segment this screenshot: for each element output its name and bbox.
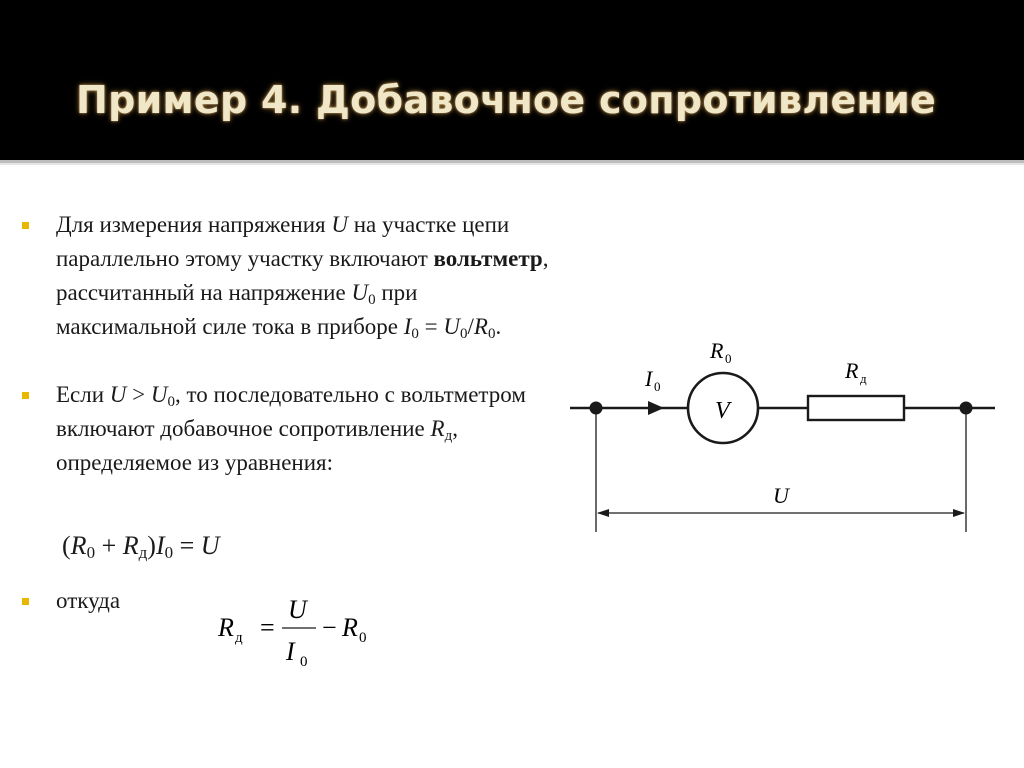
eq-var: R	[218, 613, 234, 642]
subscript: 0	[300, 654, 308, 670]
label-rd-sub: д	[860, 371, 867, 386]
label-u: U	[773, 483, 789, 508]
node-right	[960, 402, 973, 415]
text: на участке цепи параллельно этому участку включают	[56, 212, 510, 271]
subscript: 0	[167, 394, 176, 410]
text: , рассчитанный на напряжение	[56, 246, 549, 305]
subscript: д	[138, 543, 148, 562]
node-left	[590, 402, 603, 415]
var-r0: R	[473, 314, 488, 339]
var-rd: R	[430, 416, 445, 441]
text: .	[495, 314, 502, 339]
bold-term: вольтметр	[433, 246, 543, 271]
subscript: 0	[411, 326, 419, 342]
eq-var: I	[155, 531, 165, 560]
subscript: д	[444, 428, 453, 444]
text: =	[418, 314, 444, 339]
var-u: U	[331, 212, 348, 237]
var-u0: U	[443, 314, 461, 339]
label-r0: R	[710, 338, 724, 363]
slide-title: Пример 4. Добавочное сопротивление	[76, 78, 937, 122]
eq-token: =	[260, 613, 275, 642]
var-i0: I	[403, 314, 412, 339]
text: /	[467, 314, 474, 339]
eq-token: )	[147, 531, 156, 560]
subscript: 0	[86, 543, 96, 562]
subscript: 0	[368, 292, 376, 308]
subscript: 0	[164, 543, 174, 562]
resistor-icon	[808, 396, 904, 420]
current-arrow-icon	[648, 401, 664, 415]
voltmeter-label: V	[715, 398, 730, 424]
label-rd: R	[845, 358, 859, 383]
text: , определяемое из уравнения:	[56, 416, 458, 475]
label-r0-sub: 0	[725, 351, 732, 366]
eq-token: (	[62, 531, 71, 560]
text: Если	[56, 382, 110, 407]
eq-token: +	[95, 531, 123, 560]
label-i0-sub: 0	[654, 379, 661, 394]
eq-var: R	[122, 531, 139, 560]
subscript: д	[235, 630, 243, 646]
var-u0: U	[351, 280, 369, 305]
text: Для измерения напряжения	[56, 212, 332, 237]
subscript: 0	[359, 630, 367, 646]
eq-token: =	[173, 531, 201, 560]
fraction-denominator: I	[286, 637, 295, 666]
text: >	[126, 382, 151, 407]
subscript: 0	[487, 326, 496, 342]
fraction-numerator: U	[288, 598, 307, 624]
label-i0: I	[645, 366, 653, 391]
eq-var: R	[342, 613, 358, 642]
text: при максимальной силе тока в приборе	[56, 280, 418, 339]
eq-token: −	[322, 613, 337, 642]
subscript: 0	[460, 326, 468, 342]
var-u0: U	[150, 382, 168, 407]
text: откуда	[56, 588, 121, 613]
eq-var: U	[200, 531, 220, 560]
eq-var: R	[70, 531, 87, 560]
text: , то последовательно с вольтметром включают добавочное сопротивление	[56, 382, 526, 441]
var-u: U	[109, 382, 127, 407]
